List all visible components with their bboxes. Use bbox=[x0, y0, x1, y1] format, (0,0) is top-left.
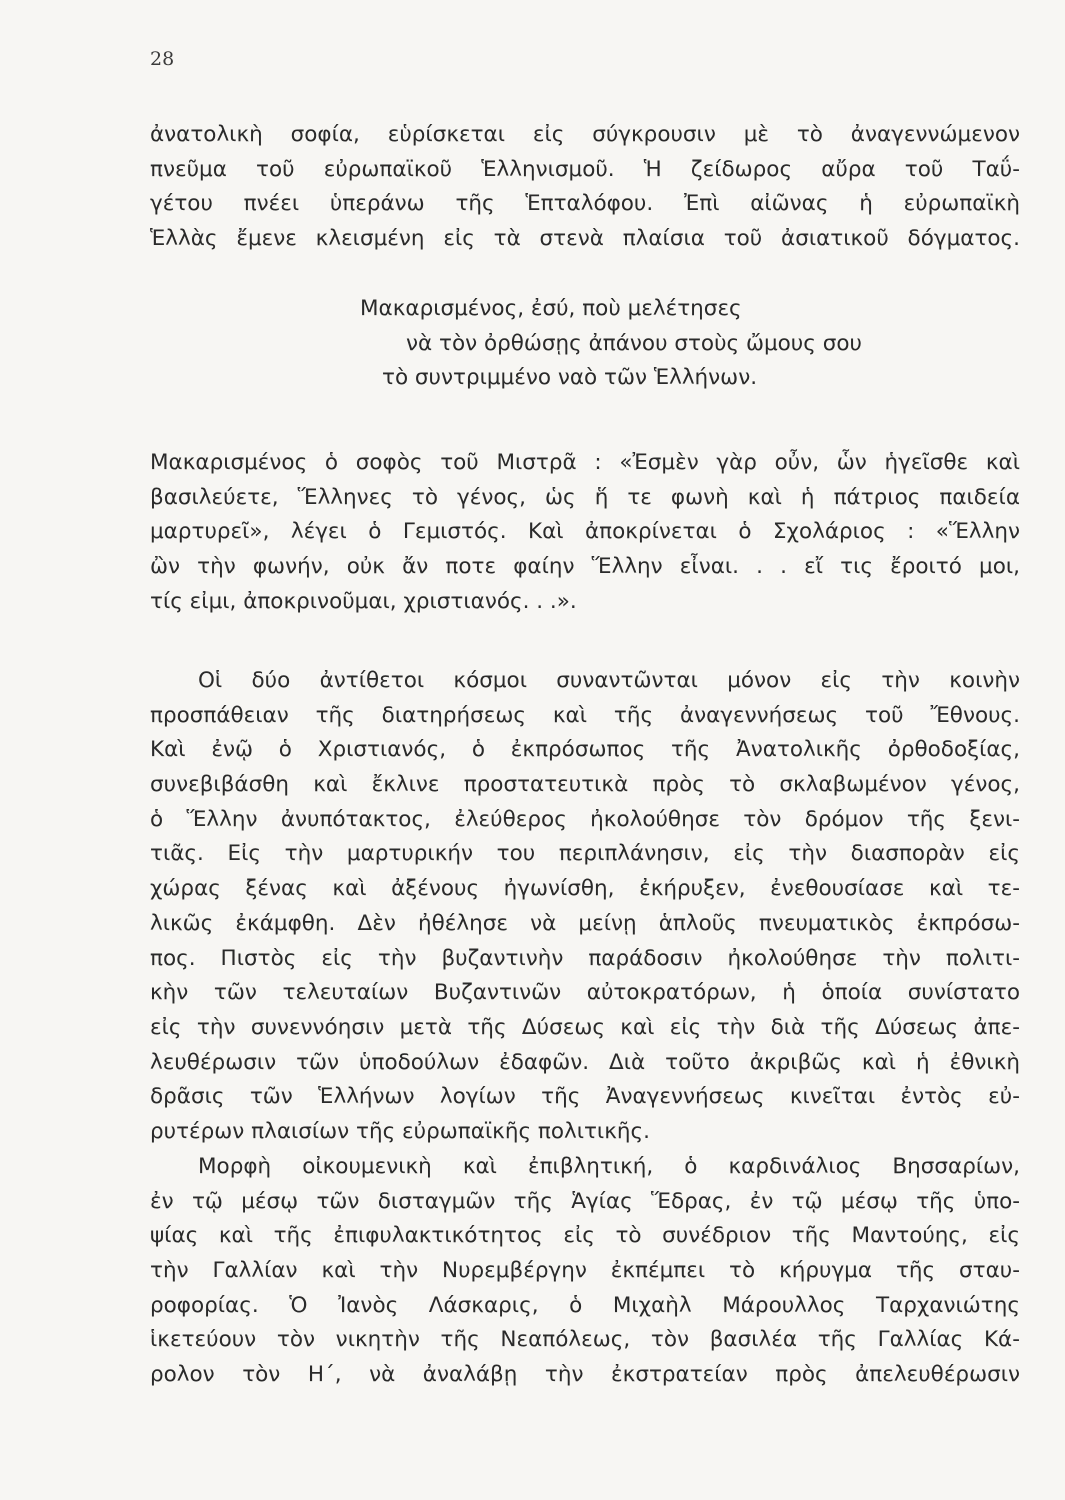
text-line: ἀνατολικὴ σοφία, εὑρίσκεται εἰς σύγκρουσιν μὲ τὸ ἀναγεννώμενον bbox=[150, 122, 1020, 147]
text-line: ἐν τῷ μέσῳ τῶν δισταγμῶν τῆς Ἁγίας Ἕδρας, ἐν τῷ μέσῳ τῆς ὑπο- bbox=[150, 1188, 1020, 1214]
text-line: χώρας ξένας καὶ ἀξένους ἠγωνίσθη, ἐκήρυξεν, ἐνεθουσίασε καὶ τε- bbox=[150, 876, 1020, 902]
text-line: τιᾶς. Εἰς τὴν μαρτυρικήν του περιπλάνησιν, εἰς τὴν διασπορὰν εἰς bbox=[150, 841, 1020, 867]
verse-quote bbox=[360, 292, 862, 396]
text-line: λικῶς ἐκάμφθη. Δὲν ἠθέλησε νὰ μείνῃ ἁπλοῦς πνευματικὸς ἐκπρόσω- bbox=[150, 910, 1020, 936]
text-line: δρᾶσις τῶν Ἑλλήνων λογίων τῆς Ἀναγεννήσεως κινεῖται ἐντὸς εὐ- bbox=[150, 1084, 1020, 1110]
paragraph-1 bbox=[150, 118, 1020, 257]
text-line: Μακαρισμένος ὁ σοφὸς τοῦ Μιστρᾶ : «Ἐσμὲν γὰρ οὖν, ὧν ἡγεῖσθε καὶ bbox=[150, 450, 1020, 475]
text-line: ἱκετεύουν τὸν νικητὴν τῆς Νεαπόλεως, τὸν βασιλέα τῆς Γαλλίας Κά- bbox=[150, 1327, 1020, 1353]
text-line: τίς εἰμι, ἀποκρινοῦμαι, χριστιανός. . .». bbox=[150, 588, 577, 614]
text-line: βασιλεύετε, Ἕλληνες τὸ γένος, ὡς ἥ τε φωνὴ καὶ ἡ πάτριος παιδεία bbox=[150, 484, 1020, 510]
text-line: λευθέρωσιν τῶν ὑποδούλων ἐδαφῶν. Διὰ τοῦτο ἀκριβῶς καὶ ἡ ἐθνικὴ bbox=[150, 1049, 1020, 1075]
text-line: γέτου πνέει ὑπεράνω τῆς Ἑπταλόφου. Ἐπὶ αἰῶνας ἡ εὐρωπαϊκὴ bbox=[150, 191, 1020, 217]
text-line: Καὶ ἐνῷ ὁ Χριστιανός, ὁ ἐκπρόσωπος τῆς Ἀνατολικῆς ὀρθοδοξίας, bbox=[150, 737, 1020, 763]
paragraph-3 bbox=[150, 664, 1020, 1150]
text-line: συνεβιβάσθη καὶ ἔκλινε προστατευτικὰ πρὸς τὸ σκλαβωμένον γένος, bbox=[150, 772, 1020, 798]
paragraph-4 bbox=[150, 1150, 1020, 1393]
text-line: τὴν Γαλλίαν καὶ τὴν Νυρεμβέργην ἐκπέμπει τὸ κήρυγμα τῆς σταυ- bbox=[150, 1258, 1020, 1284]
page-number: 28 bbox=[150, 48, 175, 70]
text-line: εἰς τὴν συνεννόησιν μετὰ τῆς Δύσεως καὶ εἰς τὴν διὰ τῆς Δύσεως ἀπε- bbox=[150, 1014, 1020, 1040]
text-line: ρυτέρων πλαισίων τῆς εὐρωπαϊκῆς πολιτικῆς. bbox=[150, 1118, 650, 1144]
text-line: ὁ Ἕλλην ἀνυπότακτος, ἐλεύθερος ἠκολούθησε τὸν δρόμον τῆς ξενι- bbox=[150, 806, 1020, 832]
text-line: ροφορίας. Ὁ Ἰανὸς Λάσκαρις, ὁ Μιχαὴλ Μάρουλλος Ταρχανιώτης bbox=[150, 1292, 1020, 1318]
paragraph-2 bbox=[150, 446, 1020, 619]
text-line: Ἑλλὰς ἔμενε κλεισμένη εἰς τὰ στενὰ πλαίσια τοῦ ἀσιατικοῦ δόγματος. bbox=[150, 226, 1020, 252]
text-line: ὢν τὴν φωνήν, οὐκ ἄν ποτε φαίην Ἕλλην εἶναι. . . εἴ τις ἔροιτό μοι, bbox=[150, 554, 1020, 580]
text-line: πνεῦμα τοῦ εὐρωπαϊκοῦ Ἑλληνισμοῦ. Ἡ ζείδωρος αὔρα τοῦ Ταΰ- bbox=[150, 156, 1020, 182]
text-line: ψίας καὶ τῆς ἐπιφυλακτικότητος εἰς τὸ συνέδριον τῆς Μαντούης, εἰς bbox=[150, 1223, 1020, 1249]
text-line: ρολον τὸν Η΄, νὰ ἀναλάβῃ τὴν ἐκστρατείαν πρὸς ἀπελευθέρωσιν bbox=[150, 1362, 1020, 1388]
verse-line: τὸ συντριμμένο ναὸ τῶν Ἑλλήνων. bbox=[382, 365, 758, 391]
text-line: Μορφὴ οἰκουμενικὴ καὶ ἐπιβλητική, ὁ καρδινάλιος Βησσαρίων, bbox=[198, 1154, 1020, 1179]
text-line: μαρτυρεῖ», λέγει ὁ Γεμιστός. Καὶ ἀποκρίνεται ὁ Σχολάριος : «Ἕλλην bbox=[150, 519, 1020, 545]
verse-line: Μακαρισμένος, ἐσύ, ποὺ μελέτησες bbox=[360, 296, 742, 321]
text-line: πος. Πιστὸς εἰς τὴν βυζαντινὴν παράδοσιν ἠκολούθησε τὴν πολιτι- bbox=[150, 945, 1020, 971]
text-line: κὴν τῶν τελευταίων Βυζαντινῶν αὐτοκρατόρων, ἡ ὁποία συνίστατο bbox=[150, 980, 1020, 1006]
text-line: Οἱ δύο ἀντίθετοι κόσμοι συναντῶνται μόνον εἰς τὴν κοινὴν bbox=[198, 668, 1020, 693]
text-line: προσπάθειαν τῆς διατηρήσεως καὶ τῆς ἀναγεννήσεως τοῦ Ἔθνους. bbox=[150, 702, 1020, 728]
verse-line: νὰ τὸν ὀρθώσῃς ἀπάνου στοὺς ὤμους σου bbox=[406, 330, 862, 356]
